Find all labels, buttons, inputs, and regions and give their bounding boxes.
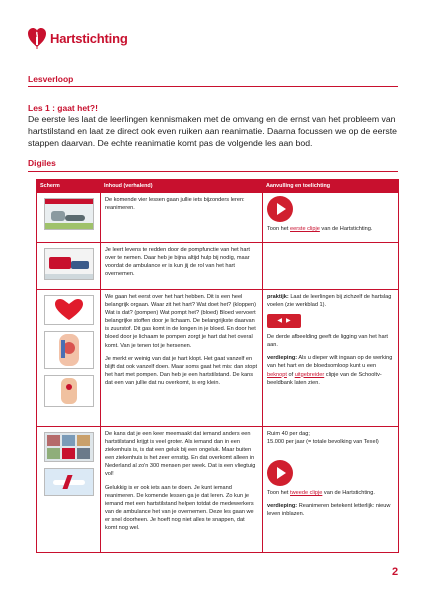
digiles-title: Digiles: [28, 158, 56, 168]
first-clip-link[interactable]: eerste clipje: [290, 226, 320, 232]
divider: [28, 86, 398, 87]
section-title: Lesverloop: [28, 74, 74, 84]
table-header-row: [37, 180, 399, 193]
screen-thumbnail-heart[interactable]: [44, 295, 94, 325]
table-row: [37, 427, 399, 553]
table-row: [37, 290, 399, 427]
screen-cell: [37, 427, 101, 553]
content-cell: De kans dat je een keer meemaakt dat iemand anders een hartstilstand krijgt is veel groter. Als iemand dan in een ziekenhuis is, is dat een geluk bij een ongeluk. Maar buiten een ziekenhuis is het zeer ernstig. En dat overkomt alleen in Nederland al zo'n 300 mensen per week. Dat is een vliegtuig vol! Gelukkig is er ook iets aan te doen. Je kunt iemand reanimeren. De komende lessen ga je dat leren. Zo kun je iemand met een hartstilstand helpen totdat de medewerkers van de ambulance het van je overnemen. Deze les gaan we er snel doorheen. Je hoeft nog niet alles te snappen, dat komt nog wel.: [101, 427, 263, 553]
screen-thumbnail-ambulance[interactable]: [44, 248, 94, 280]
image-navigation-control[interactable]: [267, 314, 301, 328]
screen-cell: [37, 290, 101, 427]
screen-cell: [37, 243, 101, 290]
heart-icon: [45, 296, 93, 324]
note-cell: [263, 243, 399, 290]
screen-thumbnail-cpr[interactable]: [44, 198, 94, 230]
content-cell: We gaan het eerst over het hart hebben. Dit is een heel belangrijk orgaan. Waar zit het hart? Wat doet het? (kloppen) Wat is dat? (pompen) Wat pompt het? (bloed) Bloed vervoert belangrijke stoffen door je lichaam. De belangrijkste daarvan is zuurstof. Dit gas komt in de longen in je bloed. En door het bloed door je lichaam te pompen zorgt je hart dat het overal komt. Van je tenen tot je hersenen. Je merkt er weinig van dat je hart klopt. Het gaat vanzelf en blijft dat ook vanzelf doen. Maar soms gaat het mis: dan stopt het hart met pompen. Dan heb je een hartstilstand. De kans dat een van jullie dat nu overkomt, is erg klein.: [101, 290, 263, 427]
uitgebreider-clip-link[interactable]: uitgebreider: [294, 371, 325, 378]
page-number: 2: [392, 566, 399, 578]
lesson-intro: De eerste les laat de leerlingen kennismaken met de omvang en de ernst van het probleem van hartstilstand en laat ze direct ook even ruiken aan reanimatie. Daarna focussen we op de eerste stappen daarvan. De echte reanimatie komt pas de volgende les aan bod.: [28, 114, 397, 149]
previous-arrow-icon[interactable]: ◀: [277, 318, 282, 325]
brand-name: Hartstichting: [50, 30, 128, 46]
divider: [28, 171, 398, 172]
note-cell: Ruim 40 per dag; 15.000 per jaar (= totale bevolking van Texel) Toon het tweede clipje van de Hartstichting. verdieping: Reanimeren betekent letterlijk: nieuw leven inblazen.: [263, 427, 399, 553]
brand-logo: [28, 26, 128, 50]
screen-cell: [37, 193, 101, 243]
beknopt-clip-link[interactable]: beknopt: [267, 371, 287, 378]
note-cell: [263, 193, 399, 243]
column-header-scherm: Scherm: [37, 180, 101, 193]
play-video-button[interactable]: [267, 460, 293, 486]
play-video-button[interactable]: [267, 196, 293, 222]
screen-thumbnail-body[interactable]: [44, 331, 94, 369]
screen-thumbnail-airplane[interactable]: [44, 468, 94, 496]
heart-torch-icon: [28, 26, 46, 50]
screen-thumbnail-torso[interactable]: [44, 375, 94, 407]
note-text: Toon het eerste clipje van de Hartstichting.: [267, 226, 373, 232]
screen-thumbnail-collage[interactable]: [44, 432, 94, 462]
lesson-table: [36, 179, 399, 553]
next-arrow-icon[interactable]: ▶: [286, 318, 291, 325]
content-cell: Je leert levens te redden door de pompfunctie van het hart over te nemen. Daar heb je bijna altijd hulp bij nodig, maar voordat de ambulance er is kun jij de rol van het hart overnemen.: [101, 243, 263, 290]
lesson-title: Les 1 : gaat het?!: [28, 103, 98, 113]
second-clip-link[interactable]: tweede clipje: [290, 490, 323, 497]
column-header-inhoud: Inhoud (verhalend): [101, 180, 263, 193]
table-row: [37, 243, 399, 290]
content-cell: De komende vier lessen gaan jullie iets bijzonders leren: reanimeren.: [101, 193, 263, 243]
note-cell: praktijk: Laat de leerlingen bij zichzelf de hartslag voelen (zie werkblad 1). ◀ ▶ De derde afbeelding geeft de ligging van het hart aan. verdieping: Als u dieper wilt ingaan op de werking van het hart en de bloedsomloop kunt u een beknopt of uitgebreider clipje van de Schooltv-beeldbank laten zien.: [263, 290, 399, 427]
table-row: [37, 193, 399, 243]
column-header-aanvulling: Aanvulling en toelichting: [263, 180, 399, 193]
